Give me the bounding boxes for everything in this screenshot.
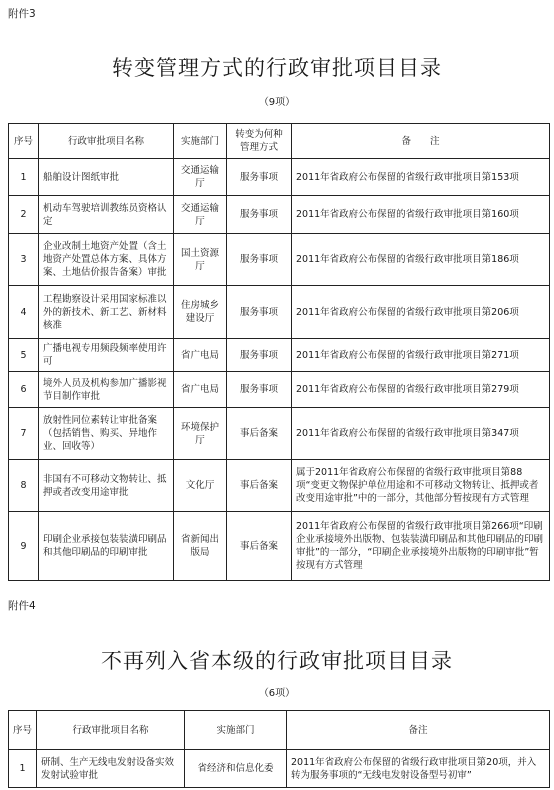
row-note: 2011年省政府公布保留的省级行政审批项目第347项 [292, 408, 550, 460]
row-name: 非国有不可移动文物转让、抵押或者改变用途审批 [39, 460, 174, 512]
row-note: 2011年省政府公布保留的省级行政审批项目第206项 [292, 286, 550, 339]
header-name: 行政审批项目名称 [37, 711, 185, 750]
row-mode: 事后备案 [227, 408, 292, 460]
table-header-row [9, 124, 550, 159]
row-no: 3 [9, 234, 39, 286]
header-no: 序号 [9, 711, 37, 750]
row-mode: 服务事项 [227, 372, 292, 408]
row-name: 企业改制土地资产处置（含土地资产处置总体方案、具体方案、土地估价报告备案）审批 [39, 234, 174, 286]
row-dept: 交通运输厅 [174, 159, 227, 196]
row-mode: 服务事项 [227, 339, 292, 372]
table-row [9, 512, 550, 581]
table-row [9, 460, 550, 512]
table-row [9, 196, 550, 234]
table-row [9, 339, 550, 372]
row-mode: 服务事项 [227, 234, 292, 286]
attachment-4-title: 不再列入省本级的行政审批项目目录 [101, 649, 453, 673]
row-name: 机动车驾驶培训教练员资格认定 [39, 196, 174, 234]
attachment-3-table [8, 123, 550, 581]
row-mode: 事后备案 [227, 512, 292, 581]
header-dept: 实施部门 [174, 124, 227, 159]
row-note: 2011年省政府公布保留的省级行政审批项目第271项 [292, 339, 550, 372]
row-dept: 交通运输厅 [174, 196, 227, 234]
attachment-3-title: 转变管理方式的行政审批项目目录 [112, 56, 442, 80]
row-note: 2011年省政府公布保留的省级行政审批项目第186项 [292, 234, 550, 286]
header-no: 序号 [9, 124, 39, 159]
row-no: 4 [9, 286, 39, 339]
table-row [9, 372, 550, 408]
row-no: 1 [9, 750, 37, 788]
row-dept: 住房城乡建设厅 [174, 286, 227, 339]
attachment-4-label: 附件4 [8, 600, 36, 612]
row-no: 8 [9, 460, 39, 512]
row-no: 2 [9, 196, 39, 234]
table-row [9, 750, 550, 788]
row-name: 船舶设计图纸审批 [39, 159, 174, 196]
attachment-3-label: 附件3 [8, 8, 36, 20]
row-mode: 事后备案 [227, 460, 292, 512]
row-note: 2011年省政府公布保留的省级行政审批项目第266项“印刷企业承接境外出版物、包装装潢印刷品和其他印刷品的印刷审批”的一部分，“印刷企业承接境外出版物的印刷审批”暂按现有方式管理 [292, 512, 550, 581]
attachment-3-count: （9项） [258, 97, 296, 108]
row-name: 印刷企业承接包装装潢印刷品和其他印刷品的印刷审批 [39, 512, 174, 581]
attachment-4-count: （6项） [258, 688, 296, 699]
header-mode: 转变为何种管理方式 [227, 124, 292, 159]
row-mode: 服务事项 [227, 159, 292, 196]
table-row [9, 159, 550, 196]
table-row [9, 408, 550, 460]
row-note: 2011年省政府公布保留的省级行政审批项目第153项 [292, 159, 550, 196]
row-no: 6 [9, 372, 39, 408]
header-note: 备 注 [292, 124, 550, 159]
row-note: 2011年省政府公布保留的省级行政审批项目第160项 [292, 196, 550, 234]
header-note: 备注 [287, 711, 550, 750]
row-no: 5 [9, 339, 39, 372]
row-dept: 省新闻出版局 [174, 512, 227, 581]
row-no: 1 [9, 159, 39, 196]
row-dept: 文化厅 [174, 460, 227, 512]
header-dept: 实施部门 [185, 711, 287, 750]
row-dept: 省广电局 [174, 339, 227, 372]
row-mode: 服务事项 [227, 196, 292, 234]
row-dept: 环境保护厅 [174, 408, 227, 460]
row-dept: 国土资源厅 [174, 234, 227, 286]
table-row [9, 286, 550, 339]
row-name: 放射性同位素转让审批备案（包括销售、购买、异地作业、回收等） [39, 408, 174, 460]
attachment-4-table [8, 710, 550, 788]
table-row [9, 234, 550, 286]
row-name: 广播电视专用频段频率使用许可 [39, 339, 174, 372]
row-dept: 省广电局 [174, 372, 227, 408]
row-note: 2011年省政府公布保留的省级行政审批项目第279项 [292, 372, 550, 408]
header-name: 行政审批项目名称 [39, 124, 174, 159]
row-mode: 服务事项 [227, 286, 292, 339]
row-no: 7 [9, 408, 39, 460]
row-name: 境外人员及机构参加广播影视节目制作审批 [39, 372, 174, 408]
row-note: 2011年省政府公布保留的省级行政审批项目第20项，并入转为服务事项的“无线电发射设备型号初审” [287, 750, 550, 788]
row-dept: 省经济和信息化委 [185, 750, 287, 788]
row-name: 研制、生产无线电发射设备实效发射试验审批 [37, 750, 185, 788]
row-no: 9 [9, 512, 39, 581]
row-name: 工程勘察设计采用国家标准以外的新技术、新工艺、新材料核准 [39, 286, 174, 339]
row-note: 属于2011年省政府公布保留的省级行政审批项目第88项“变更文物保护单位用途和不可移动文物转让、抵押或者改变用途审批”中的一部分，其他部分暂按现有方式管理 [292, 460, 550, 512]
table-header-row [9, 711, 550, 750]
